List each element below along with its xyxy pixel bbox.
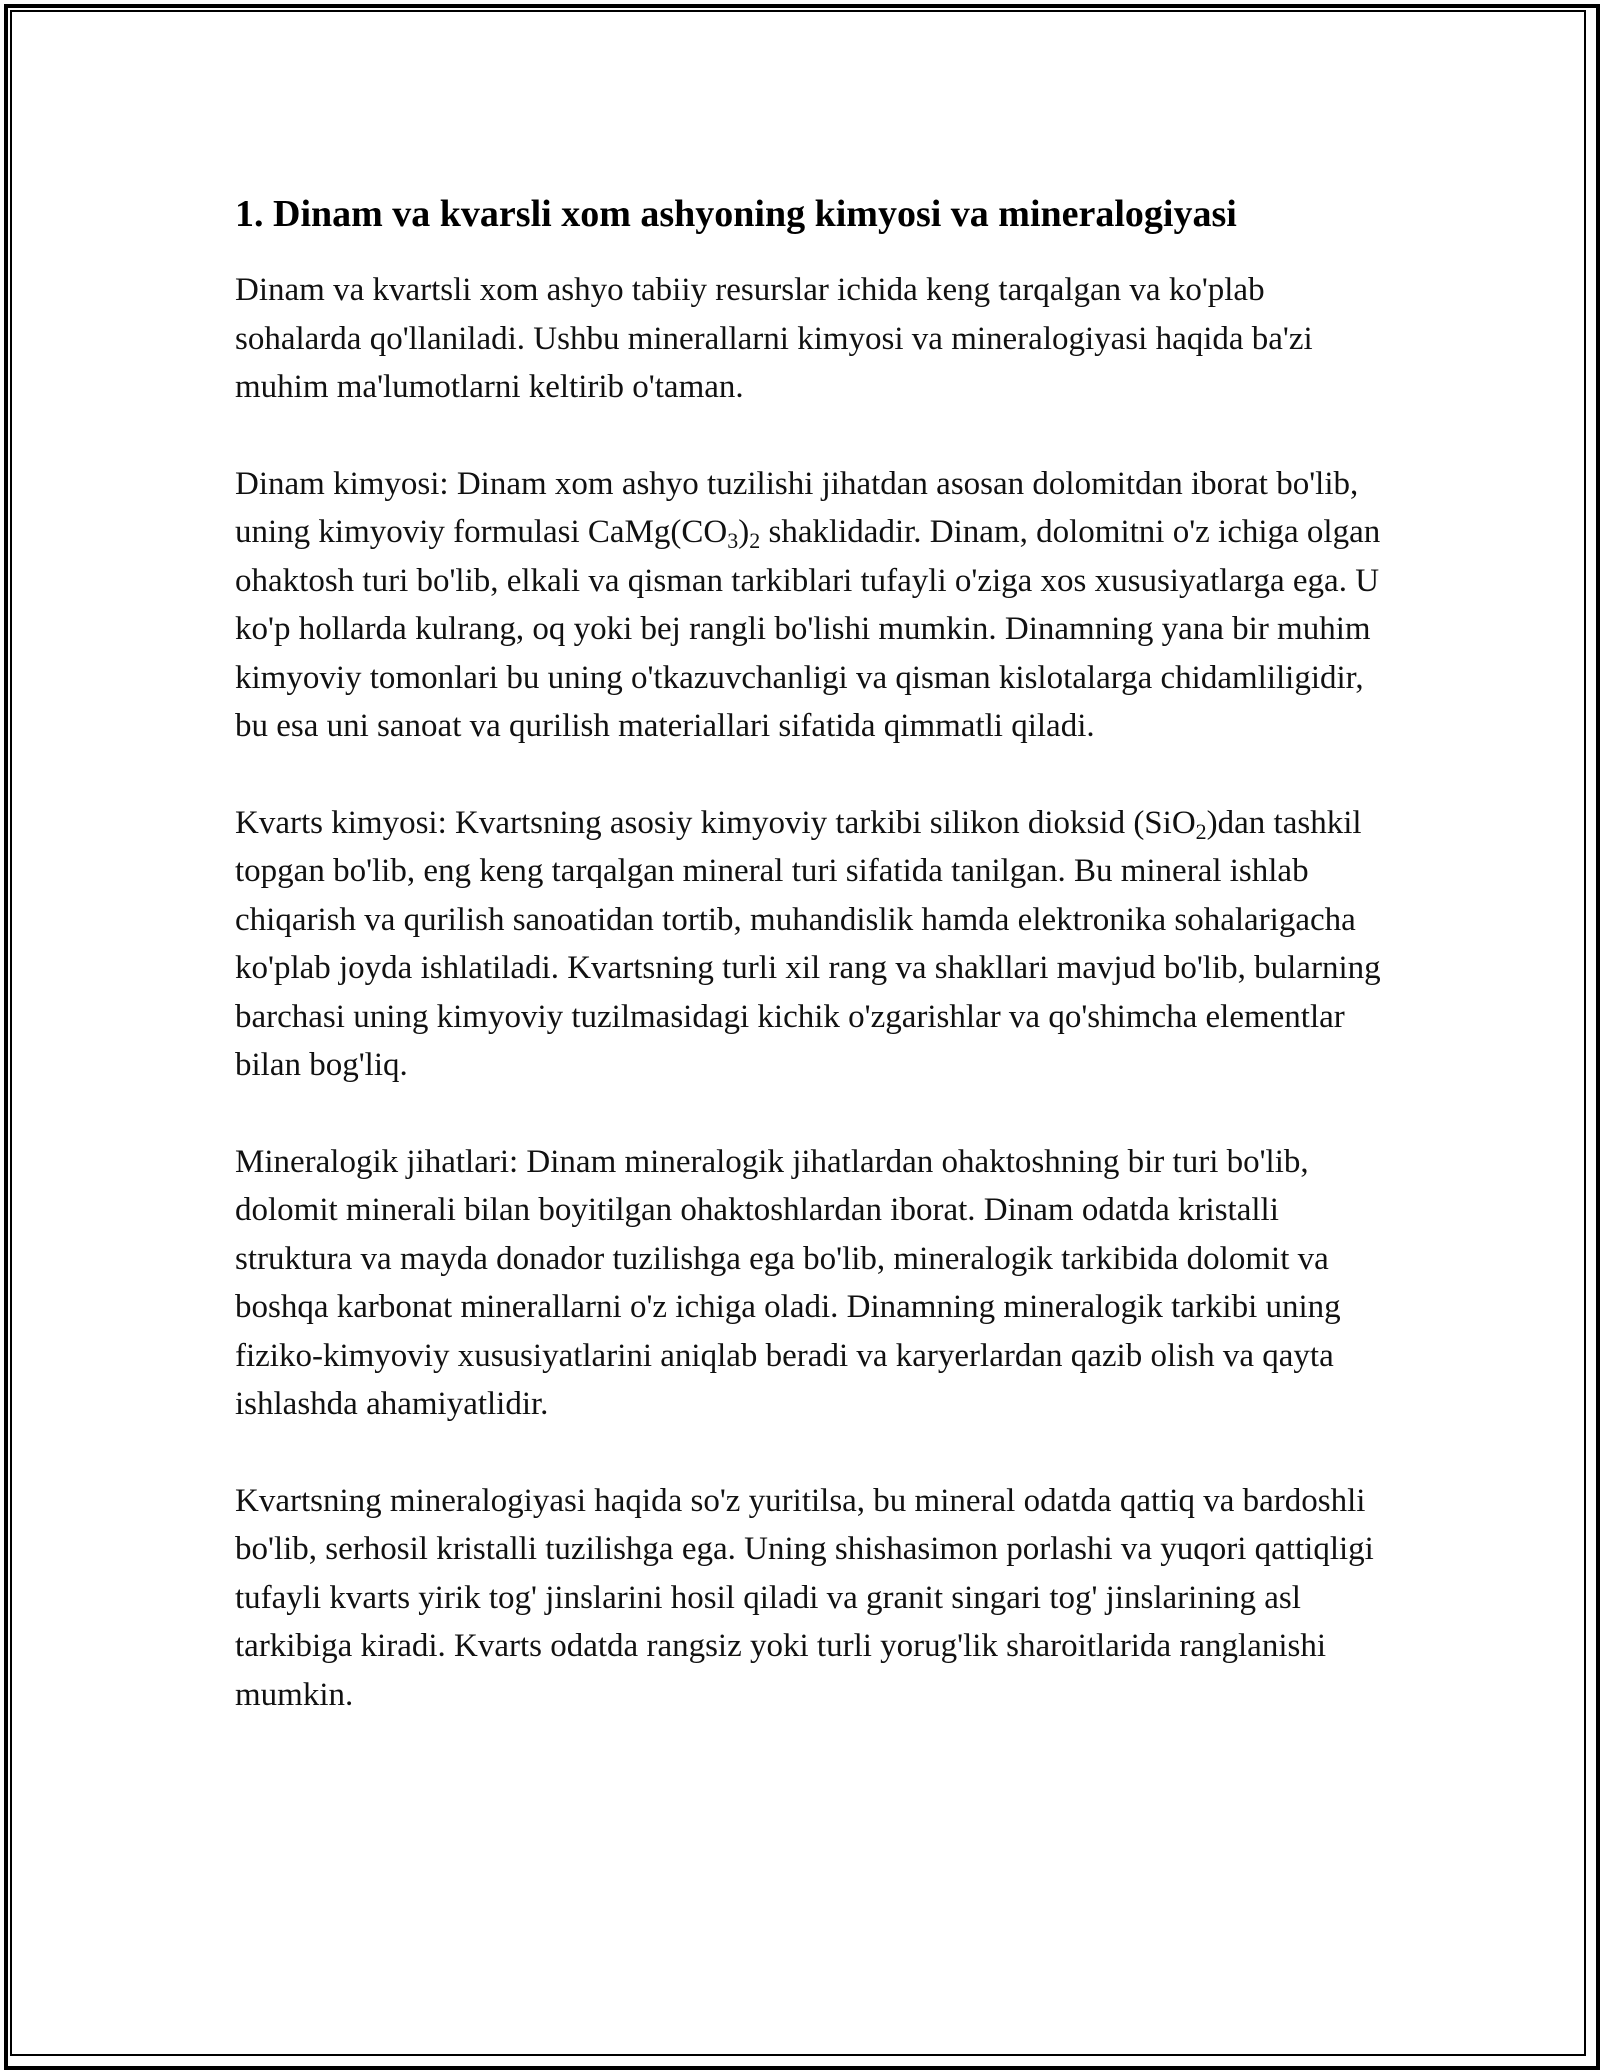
paragraph-kvarts-mineralogy: Kvartsning mineralogiyasi haqida so'z yuritilsa, bu mineral odatda qattiq va bardoshli bo'lib, serhosil kristalli tuzilishga ega. Uning shishasimon porlashi va yuqori qattiqligi tufayli kvarts yirik tog' jinslarini hosil qiladi va granit singari tog' jinslarining asl tarkibiga kiradi. Kvarts odatda rangsiz yoki turli yorug'lik sharoitlarida ranglanishi mumkin. bbox=[235, 1482, 1374, 1713]
dinam-chem-text-3: shaklidadir. Dinam, dolomitni o'z ichiga olgan ohaktosh turi bo'lib, elkali va qisman tarkiblari tufayli o'ziga xos xususiyatlarga ega. U ko'p hollarda kulrang, oq yoki bej rangli bo'lishi mumkin. Dinamning yana bir muhim kimyoviy tomonlari bu uning o'tkazuvchanligi va qisman kislotalarga chidamliligidir, bu esa uni sanoat va qurilish materiallari sifatida qimmatli qiladi. bbox=[235, 514, 1381, 744]
formula-subscript-2: 2 bbox=[749, 528, 761, 553]
kvarts-chem-text-2: )dan tashkil topgan bo'lib, eng keng tarqalgan mineral turi sifatida tanilgan. Bu mineral ishlab chiqarish va qurilish sanoatidan tortib, muhandislik hamda elektronika sohalarigacha ko'plab joyda ishlatiladi. Kvartsning turli xil rang va shakllari mavjud bo'lib, bularning barchasi uning kimyoviy tuzilmasidagi kichik o'zgarishlar va qo'shimcha elementlar bilan bog'liq. bbox=[235, 804, 1381, 1083]
section-heading: 1. Dinam va kvarsli xom ashyoning kimyosi va mineralogiyasi bbox=[235, 193, 1237, 235]
paragraph-mineralogy: Mineralogik jihatlari: Dinam mineralogik jihatlardan ohaktoshning bir turi bo'lib, dolomit minerali bilan boyitilgan ohaktoshlardan iborat. Dinam odatda kristalli struktura va mayda donador tuzilishga ega bo'lib, mineralogik tarkibida dolomit va boshqa karbonat minerallarni o'z ichiga oladi. Dinamning mineralogik tarkibi uning fiziko-kimyoviy xususiyatlarini aniqlab beradi va karyerlardan qazib olish va qayta ishlashda ahamiyatlidir. bbox=[235, 1143, 1341, 1422]
sio2-subscript: 2 bbox=[1195, 818, 1207, 844]
dinam-chem-text-2: ) bbox=[738, 514, 750, 550]
paragraph-intro: Dinam va kvartsli xom ashyo tabiiy resurslar ichida keng tarqalgan va ko'plab sohalarda qo'llaniladi. Ushbu minerallarni kimyosi va mineralogiyasi haqida ba'zi muhim ma'lumotlarni keltirib o'taman. bbox=[235, 272, 1313, 405]
dinam-chem-text-1: Dinam kimyosi: Dinam xom ashyo tuzilishi jihatdan asosan dolomitdan iborat bo'lib, uning kimyoviy formulasi CaMg(CO bbox=[235, 465, 1359, 550]
paragraph-dinam-chemistry bbox=[235, 460, 1385, 751]
document-body bbox=[235, 186, 1385, 1767]
kvarts-chem-text-1: Kvarts kimyosi: Kvartsning asosiy kimyoviy tarkibi silikon dioksid (SiO bbox=[235, 804, 1196, 841]
paragraph-kvarts-chemistry bbox=[235, 799, 1385, 1090]
formula-subscript-3: 3 bbox=[727, 528, 739, 553]
